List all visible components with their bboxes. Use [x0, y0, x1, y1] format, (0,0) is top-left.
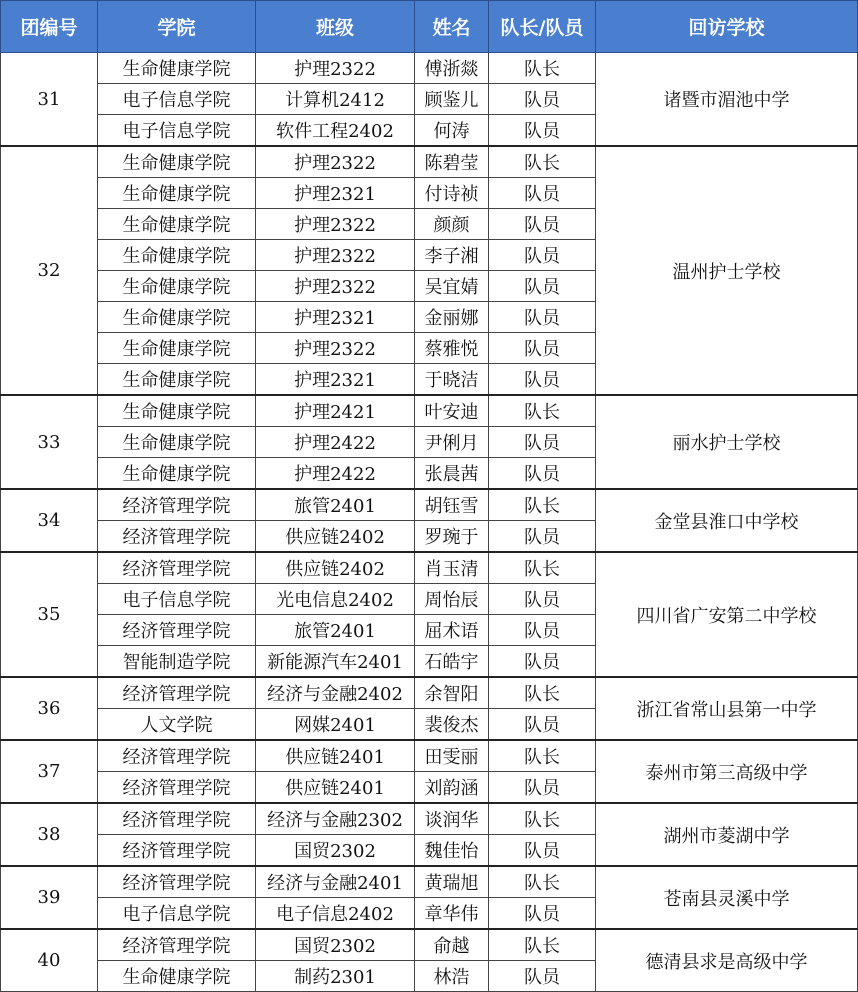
role-cell: 队员 — [489, 115, 596, 147]
college-cell: 经济管理学院 — [98, 866, 256, 898]
school-cell: 温州护士学校 — [596, 146, 858, 395]
name-cell: 叶安迪 — [415, 395, 489, 427]
role-cell: 队长 — [489, 803, 596, 835]
name-cell: 周怡辰 — [415, 584, 489, 615]
role-cell: 队员 — [489, 271, 596, 302]
college-cell: 生命健康学院 — [98, 961, 256, 992]
role-cell: 队长 — [489, 866, 596, 898]
name-cell: 田雯丽 — [415, 740, 489, 772]
header-class: 班级 — [256, 1, 415, 53]
class-cell: 护理2422 — [256, 458, 415, 490]
class-cell: 护理2422 — [256, 427, 415, 458]
header-group-id: 团编号 — [1, 1, 98, 53]
class-cell: 国贸2302 — [256, 835, 415, 867]
college-cell: 经济管理学院 — [98, 489, 256, 521]
header-school: 回访学校 — [596, 1, 858, 53]
role-cell: 队长 — [489, 489, 596, 521]
name-cell: 顾鉴儿 — [415, 84, 489, 115]
role-cell: 队员 — [489, 772, 596, 804]
college-cell: 生命健康学院 — [98, 364, 256, 396]
table-row — [1, 677, 858, 709]
class-cell: 新能源汽车2401 — [256, 646, 415, 678]
school-cell: 泰州市第三高级中学 — [596, 740, 858, 803]
role-cell: 队长 — [489, 146, 596, 178]
role-cell: 队员 — [489, 521, 596, 553]
role-cell: 队员 — [489, 458, 596, 490]
school-cell: 浙江省常山县第一中学 — [596, 677, 858, 740]
school-cell: 苍南县灵溪中学 — [596, 866, 858, 929]
role-cell: 队员 — [489, 427, 596, 458]
name-cell: 傅浙燚 — [415, 53, 489, 84]
header-name: 姓名 — [415, 1, 489, 53]
school-cell: 德清县求是高级中学 — [596, 929, 858, 992]
name-cell: 魏佳怡 — [415, 835, 489, 867]
header-role: 队长/队员 — [489, 1, 596, 53]
class-cell: 护理2322 — [256, 333, 415, 364]
role-cell: 队员 — [489, 709, 596, 741]
class-cell: 光电信息2402 — [256, 584, 415, 615]
name-cell: 吴宜婧 — [415, 271, 489, 302]
college-cell: 经济管理学院 — [98, 677, 256, 709]
class-cell: 软件工程2402 — [256, 115, 415, 147]
name-cell: 肖玉清 — [415, 552, 489, 584]
group-id-cell: 31 — [1, 53, 98, 147]
name-cell: 何涛 — [415, 115, 489, 147]
college-cell: 经济管理学院 — [98, 521, 256, 553]
class-cell: 供应链2401 — [256, 772, 415, 804]
school-cell: 湖州市菱湖中学 — [596, 803, 858, 866]
class-cell: 护理2322 — [256, 240, 415, 271]
name-cell: 张晨茜 — [415, 458, 489, 490]
class-cell: 护理2321 — [256, 178, 415, 209]
college-cell: 人文学院 — [98, 709, 256, 741]
role-cell: 队员 — [489, 333, 596, 364]
name-cell: 黄瑞旭 — [415, 866, 489, 898]
role-cell: 队长 — [489, 552, 596, 584]
name-cell: 付诗祯 — [415, 178, 489, 209]
school-cell: 四川省广安第二中学校 — [596, 552, 858, 677]
college-cell: 生命健康学院 — [98, 178, 256, 209]
group-id-cell: 40 — [1, 929, 98, 992]
name-cell: 刘韵涵 — [415, 772, 489, 804]
class-cell: 护理2321 — [256, 364, 415, 396]
header-college: 学院 — [98, 1, 256, 53]
college-cell: 电子信息学院 — [98, 84, 256, 115]
college-cell: 经济管理学院 — [98, 803, 256, 835]
college-cell: 智能制造学院 — [98, 646, 256, 678]
name-cell: 石皓宇 — [415, 646, 489, 678]
college-cell: 经济管理学院 — [98, 835, 256, 867]
college-cell: 生命健康学院 — [98, 271, 256, 302]
name-cell: 蔡雅悦 — [415, 333, 489, 364]
class-cell: 计算机2412 — [256, 84, 415, 115]
class-cell: 供应链2402 — [256, 521, 415, 553]
class-cell: 护理2321 — [256, 302, 415, 333]
role-cell: 队员 — [489, 364, 596, 396]
college-cell: 经济管理学院 — [98, 552, 256, 584]
name-cell: 陈碧莹 — [415, 146, 489, 178]
college-cell: 经济管理学院 — [98, 615, 256, 646]
college-cell: 经济管理学院 — [98, 929, 256, 961]
table-row — [1, 489, 858, 521]
role-cell: 队员 — [489, 646, 596, 678]
roster-body — [1, 53, 858, 992]
group-id-cell: 39 — [1, 866, 98, 929]
school-cell: 丽水护士学校 — [596, 395, 858, 489]
role-cell: 队员 — [489, 898, 596, 930]
class-cell: 电子信息2402 — [256, 898, 415, 930]
group-id-cell: 37 — [1, 740, 98, 803]
college-cell: 生命健康学院 — [98, 146, 256, 178]
school-cell: 诸暨市湄池中学 — [596, 53, 858, 147]
role-cell: 队长 — [489, 740, 596, 772]
name-cell: 尹俐月 — [415, 427, 489, 458]
table-row — [1, 803, 858, 835]
role-cell: 队员 — [489, 302, 596, 333]
name-cell: 裴俊杰 — [415, 709, 489, 741]
college-cell: 电子信息学院 — [98, 115, 256, 147]
name-cell: 罗琬于 — [415, 521, 489, 553]
college-cell: 生命健康学院 — [98, 302, 256, 333]
group-id-cell: 34 — [1, 489, 98, 552]
class-cell: 护理2322 — [256, 53, 415, 84]
table-row — [1, 146, 858, 178]
class-cell: 旅管2401 — [256, 615, 415, 646]
college-cell: 生命健康学院 — [98, 209, 256, 240]
role-cell: 队员 — [489, 615, 596, 646]
group-id-cell: 35 — [1, 552, 98, 677]
role-cell: 队员 — [489, 835, 596, 867]
college-cell: 生命健康学院 — [98, 427, 256, 458]
college-cell: 生命健康学院 — [98, 395, 256, 427]
name-cell: 余智阳 — [415, 677, 489, 709]
table-row — [1, 395, 858, 427]
college-cell: 经济管理学院 — [98, 772, 256, 804]
college-cell: 经济管理学院 — [98, 740, 256, 772]
group-id-cell: 33 — [1, 395, 98, 489]
name-cell: 屈术语 — [415, 615, 489, 646]
header-row — [1, 1, 858, 53]
role-cell: 队员 — [489, 84, 596, 115]
name-cell: 于晓洁 — [415, 364, 489, 396]
role-cell: 队长 — [489, 395, 596, 427]
name-cell: 金丽娜 — [415, 302, 489, 333]
role-cell: 队长 — [489, 929, 596, 961]
role-cell: 队员 — [489, 961, 596, 992]
name-cell: 林浩 — [415, 961, 489, 992]
college-cell: 电子信息学院 — [98, 584, 256, 615]
college-cell: 电子信息学院 — [98, 898, 256, 930]
name-cell: 俞越 — [415, 929, 489, 961]
name-cell: 胡钰雪 — [415, 489, 489, 521]
class-cell: 护理2322 — [256, 209, 415, 240]
class-cell: 旅管2401 — [256, 489, 415, 521]
class-cell: 护理2421 — [256, 395, 415, 427]
college-cell: 生命健康学院 — [98, 333, 256, 364]
name-cell: 颜颜 — [415, 209, 489, 240]
table-row — [1, 552, 858, 584]
class-cell: 经济与金融2401 — [256, 866, 415, 898]
class-cell: 经济与金融2302 — [256, 803, 415, 835]
college-cell: 生命健康学院 — [98, 53, 256, 84]
role-cell: 队员 — [489, 240, 596, 271]
class-cell: 护理2322 — [256, 146, 415, 178]
group-id-cell: 38 — [1, 803, 98, 866]
table-row — [1, 866, 858, 898]
role-cell: 队长 — [489, 53, 596, 84]
college-cell: 生命健康学院 — [98, 458, 256, 490]
table-row — [1, 53, 858, 84]
table-row — [1, 740, 858, 772]
table-row — [1, 929, 858, 961]
role-cell: 队员 — [489, 209, 596, 240]
role-cell: 队长 — [489, 677, 596, 709]
role-cell: 队员 — [489, 178, 596, 209]
class-cell: 制药2301 — [256, 961, 415, 992]
group-id-cell: 32 — [1, 146, 98, 395]
class-cell: 国贸2302 — [256, 929, 415, 961]
group-id-cell: 36 — [1, 677, 98, 740]
role-cell: 队员 — [489, 584, 596, 615]
name-cell: 章华伟 — [415, 898, 489, 930]
college-cell: 生命健康学院 — [98, 240, 256, 271]
name-cell: 李子湘 — [415, 240, 489, 271]
name-cell: 谈润华 — [415, 803, 489, 835]
class-cell: 供应链2402 — [256, 552, 415, 584]
school-cell: 金堂县淮口中学校 — [596, 489, 858, 552]
class-cell: 护理2322 — [256, 271, 415, 302]
class-cell: 供应链2401 — [256, 740, 415, 772]
class-cell: 经济与金融2402 — [256, 677, 415, 709]
class-cell: 网媒2401 — [256, 709, 415, 741]
